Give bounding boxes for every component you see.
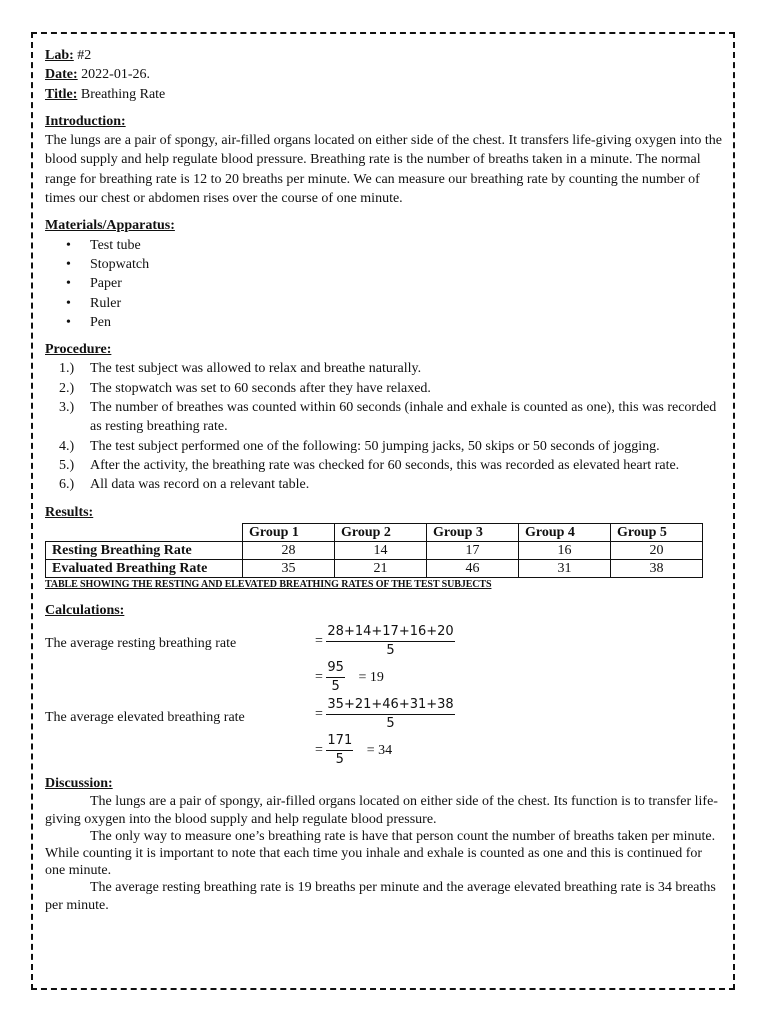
column-header: Group 5 (611, 523, 703, 541)
column-header: Group 1 (243, 523, 335, 541)
procedure-step (45, 359, 723, 378)
date-line (45, 65, 723, 84)
discussion-body (45, 793, 723, 913)
numerator: 28+14+17+16+20 (326, 624, 454, 642)
elevated-equation-2 (315, 733, 392, 768)
resting-result: = 19 (358, 669, 384, 685)
fraction (326, 660, 345, 695)
results-table (45, 523, 703, 578)
equals-sign: = (315, 706, 323, 722)
list-item: • Paper (45, 274, 723, 293)
equals-sign: = (315, 669, 323, 685)
table-cell: 46 (427, 559, 519, 577)
procedure-list (45, 359, 723, 494)
denominator: 5 (335, 752, 344, 768)
date-label: Date: (45, 67, 78, 83)
list-item: • Test tube (45, 236, 723, 255)
step-number: 3.) (59, 400, 75, 416)
materials-list (45, 236, 723, 332)
table-row (46, 541, 703, 559)
table-header-row (46, 523, 703, 541)
table-corner (46, 523, 243, 541)
step-number: 2.) (59, 380, 75, 396)
table-row (46, 559, 703, 577)
step-number: 6.) (59, 477, 75, 493)
table-cell: 20 (611, 541, 703, 559)
step-number: 5.) (59, 457, 75, 473)
step-text: The test subject was allowed to relax and breathe naturally. (90, 361, 422, 377)
discussion-paragraph: The average resting breathing rate is 19 breaths per minute and the average elevated breathing rate is 34 breaths per minute. (45, 880, 716, 913)
results-heading: Results: (45, 504, 94, 520)
procedure-step (45, 456, 723, 475)
procedure-heading: Procedure: (45, 342, 112, 358)
date-value: 2022-01-26. (81, 67, 150, 83)
column-header: Group 2 (335, 523, 427, 541)
lab-line (45, 46, 723, 65)
title-line (45, 85, 723, 104)
calculations-heading: Calculations: (45, 602, 125, 618)
table-cell: 31 (519, 559, 611, 577)
denominator: 5 (386, 716, 395, 732)
discussion-paragraph: The lungs are a pair of spongy, air-filled organs located on either side of the chest. Its function is to transfer life-giving oxygen into the blood supply and help regulate blood pressure. (45, 794, 718, 827)
resting-equation-1 (315, 624, 455, 659)
step-text: After the activity, the breathing rate was checked for 60 seconds, this was recorded as elevated heart rate. (90, 457, 680, 473)
table-cell: 35 (243, 559, 335, 577)
row-header: Evaluated Breathing Rate (46, 559, 243, 577)
list-item: • Ruler (45, 294, 723, 313)
list-item: • Stopwatch (45, 255, 723, 274)
discussion-paragraph: The only way to measure one’s breathing rate is have that person count the number of breaths taken per minute. While counting it is important to note that each time you inhale and exhale is counted as one and this is continued for one minute. (45, 828, 716, 879)
table-cell: 17 (427, 541, 519, 559)
denominator: 5 (386, 643, 395, 659)
table-cell: 21 (335, 559, 427, 577)
step-text: All data was record on a relevant table. (90, 477, 310, 493)
introduction-heading: Introduction: (45, 113, 126, 129)
column-header: Group 4 (519, 523, 611, 541)
fraction (326, 733, 353, 768)
fraction (326, 624, 454, 659)
row-header: Resting Breathing Rate (46, 541, 243, 559)
step-number: 4.) (59, 438, 75, 454)
title-label: Title: (45, 86, 78, 102)
table-caption: TABLE SHOWING THE RESTING AND ELEVATED BREATHING RATES OF THE TEST SUBJECTS (45, 578, 492, 590)
elevated-average-label: The average elevated breathing rate (45, 710, 245, 726)
title-value: Breathing Rate (80, 86, 166, 102)
list-item: • Pen (45, 313, 723, 332)
procedure-step (45, 379, 723, 398)
equals-sign: = (315, 633, 323, 649)
numerator: 95 (326, 660, 345, 678)
denominator: 5 (331, 679, 340, 695)
step-text: The test subject performed one of the following: 50 jumping jacks, 50 skips or 50 seconds of jogging. (90, 438, 660, 454)
lab-value: #2 (77, 48, 92, 63)
equals-sign: = (315, 742, 323, 758)
elevated-equation-1 (315, 697, 455, 732)
table-cell: 38 (611, 559, 703, 577)
column-header: Group 3 (427, 523, 519, 541)
materials-heading: Materials/Apparatus: (45, 218, 175, 234)
step-text: The number of breathes was counted within 60 seconds (inhale and exhale is counted as one), this was recorded as resting breathing rate. (90, 400, 717, 435)
table-cell: 28 (243, 541, 335, 559)
resting-equation-2 (315, 660, 384, 695)
step-number: 1.) (59, 361, 75, 377)
table-cell: 16 (519, 541, 611, 559)
numerator: 35+21+46+31+38 (326, 697, 454, 715)
procedure-step (45, 437, 723, 456)
table-cell: 14 (335, 541, 427, 559)
lab-report (45, 46, 723, 914)
procedure-step (45, 475, 723, 494)
resting-average-label: The average resting breathing rate (45, 636, 237, 652)
step-text: The stopwatch was set to 60 seconds after they have relaxed. (90, 380, 431, 396)
fraction (326, 697, 454, 732)
lab-label: Lab: (45, 48, 74, 63)
calculations-block (45, 622, 723, 772)
elevated-result: = 34 (366, 742, 393, 758)
numerator: 171 (326, 733, 353, 751)
procedure-step (45, 398, 723, 437)
introduction-text: The lungs are a pair of spongy, air-filled organs located on either side of the chest. It transfers life-giving oxygen into the blood supply and help regulate blood pressure. Breathing rate is the number of breaths taken in a minute. The normal range for breathing rate is 12 to 20 breaths per minute. We can measure our breathing rate by counting the number of times our chest or abdomen rises over the course of one minute. (45, 133, 722, 207)
discussion-heading: Discussion: (45, 776, 113, 792)
